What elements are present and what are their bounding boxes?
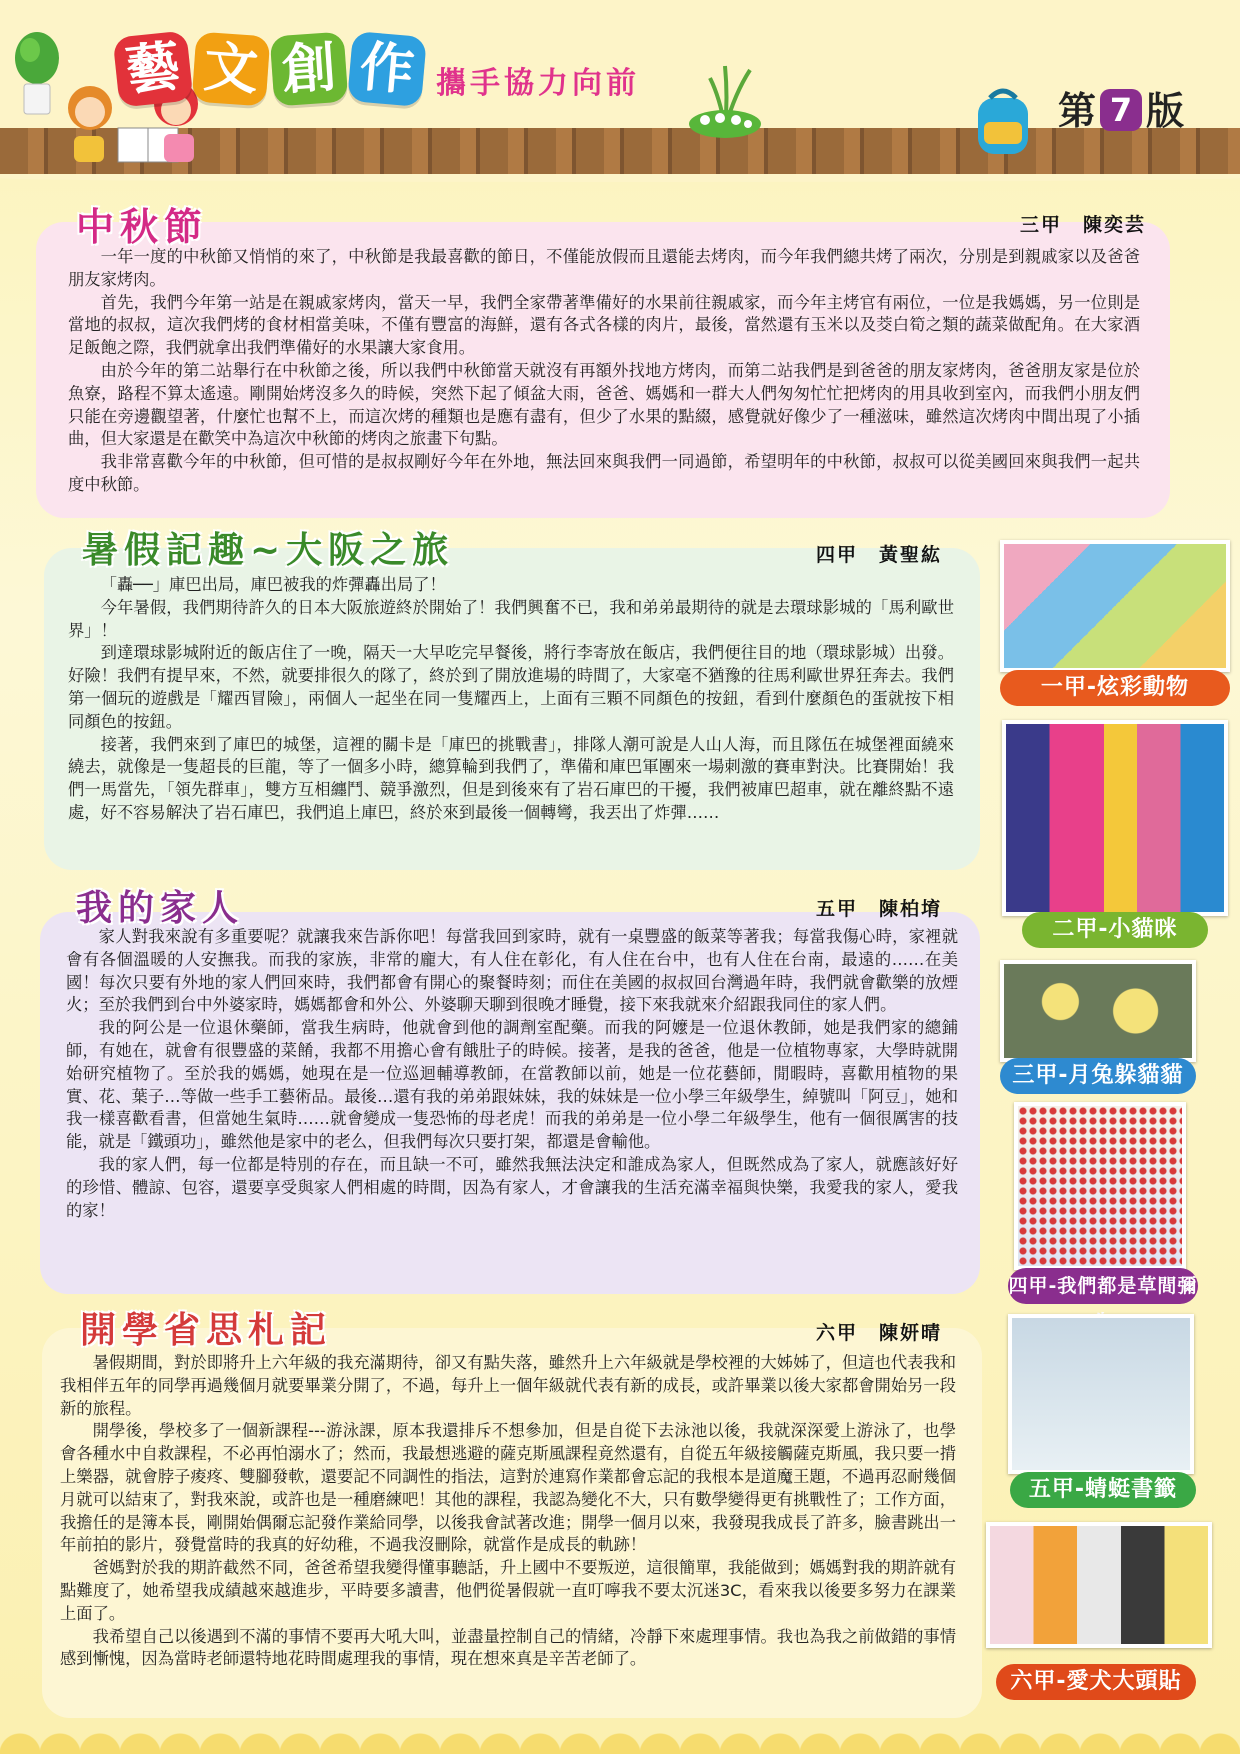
title-char-4: 作 [347, 31, 427, 107]
gallery-caption: 二甲-小貓咪 [1022, 912, 1208, 948]
paragraph: 暑假期間，對於即將升上六年級的我充滿期待，卻又有點失落，雖然升上六年級就是學校裡的大姊姊了，但這也代表我和我相伴五年的同學再過幾個月就要畢業分開了，不過，每升上一個年級就代表有新的成長，或許畢業以後大家都會開始另一段新的旅程。 [60, 1353, 956, 1418]
article-author: 五甲 陳柏堉 [816, 898, 943, 920]
paragraph: 爸媽對於我的期許截然不同，爸爸希望我變得懂事聽話，升上國中不要叛逆，這很簡單，我能做到；媽媽對我的期許就有點難度了，她希望我成績越來越進步，平時要多讀書，他們從暑假就一直叮嚀我不要太沉迷3C，看來我以後要多努力在課業上面了。 [60, 1558, 956, 1623]
gallery-caption: 四甲-我們都是草間彌 [1008, 1268, 1198, 1304]
title-char-2: 文 [192, 32, 271, 107]
artwork-photo-colorful-animals [1000, 540, 1230, 672]
paragraph: 家人對我來說有多重要呢？就讓我來告訴你吧！每當我回到家時，就有一桌豐盛的飯菜等著我；每當我傷心時，家裡就會有各個溫暖的人安撫我。而我的家族，非常的龐大，有人住在彰化，有人住在台中，也有人住在台南，最遠的……在美國！每次只要有外地的家人們回來時，我們都會有開心的聚餐時刻；而住在美國的叔叔回台灣過年時，我們就會歡樂的放煙火；至於我們到台中外婆家時，媽媽都會和外公、外婆聊天聊到很晚才睡覺，接下來我就來介紹跟我同住的家人們。 [66, 927, 958, 1015]
backpack-icon [968, 88, 1038, 158]
article-body [68, 574, 954, 825]
artwork-photo-moon-rabbit [1000, 960, 1196, 1062]
paragraph: 我的家人們，每一位都是特別的存在，而且缺一不可，雖然我無法決定和誰成為家人，但既然成為了家人，就應該好好的珍惜、體諒、包容，還要享受與家人們相處的時間，因為有家人，才會讓我的生活充滿幸福與快樂，我愛我的家人，愛我的家！ [66, 1154, 958, 1220]
issue-number: 7 [1100, 89, 1142, 131]
gallery-caption: 三甲-月兔躲貓貓 [1000, 1058, 1196, 1094]
article-body [60, 1352, 956, 1671]
paragraph: 「轟──」庫巴出局，庫巴被我的炸彈轟出局了！ [100, 575, 446, 594]
article-title: 中秋節 [76, 205, 209, 249]
paragraph: 今年暑假，我們期待許久的日本大阪旅遊終於開始了！我們興奮不已，我和弟弟最期待的就是去環球影城的「馬利歐世界」！ [68, 597, 954, 640]
issue-prefix: 第 [1058, 89, 1097, 133]
gallery-caption: 一甲-炫彩動物 [1000, 670, 1230, 706]
paragraph: 由於今年的第二站舉行在中秋節之後，所以我們中秋節當天就沒有再額外找地方烤肉，而第二站我們是到爸爸的朋友家烤肉，爸爸朋友家是位於魚寮，路程不算太遙遠。剛開始烤沒多久的時候，突然下起了傾盆大雨，爸爸、媽媽和一群大人們匆匆忙忙把烤肉的用具收到室內，而我們小朋友們只能在旁邊觀望著，什麼忙也幫不上，而這次烤的種類也是應有盡有，但少了水果的點綴，感覺就好像少了一種滋味，雖然這次烤肉中間出現了小插曲，但大家還是在歡笑中為這次中秋節的烤肉之旅畫下句點。 [68, 360, 1140, 449]
header-subtitle: 攜手協力向前 [436, 66, 640, 101]
artwork-photo-kusama-style [1014, 1102, 1186, 1270]
artwork-photo-dog-portraits [986, 1522, 1212, 1648]
paragraph: 我希望自己以後遇到不滿的事情不要再大吼大叫，並盡量控制自己的情緒，冷靜下來處理事情。我也為我之前做錯的事情感到慚愧，因為當時老師還特地花時間處理我的事情，現在想來真是辛苦老師了。 [60, 1626, 956, 1669]
article-body [66, 926, 958, 1222]
paragraph: 到達環球影城附近的飯店住了一晚，隔天一大早吃完早餐後，將行李寄放在飯店，我們便往目的地（環球影城）出發。好險！我們有提早來，不然，就要排很久的隊了，終於到了開放進場的時間了，大家毫不猶豫的往馬利歐世界狂奔去。我們第一個玩的遊戲是「耀西冒險」，兩個人一起坐在同一隻耀西上，上面有三顆不同顏色的按鈕，看到什麼顏色的蛋就按下相同顏色的按鈕。 [68, 643, 954, 731]
article-author: 四甲 黃聖紘 [816, 544, 943, 566]
paragraph: 我的阿公是一位退休藥師，當我生病時，他就會到他的調劑室配藥。而我的阿嬤是一位退休教師，她是我們家的總鋪師，有她在，就會有很豐盛的菜餚，我都不用擔心會有餓肚子的時候。接著，是我的爸爸，他是一位植物專家，大學時就開始研究植物了。至於我的媽媽，她現在是一位巡迴輔導教師，在當教師以前，她是一位花藝師，閒暇時，喜歡用植物的果實、花、葉子…等做一些手工藝術品。最後…還有我的弟弟跟妹妹，我的妹妹是一位小學三年級學生，綽號叫「阿豆」，她和我一樣喜歡看書，但當她生氣時……就會變成一隻恐怖的母老虎！而我的弟弟是一位小學二年級學生，他有一個很厲害的技能，就是「鐵頭功」，雖然他是家中的老么，但我們每次只要打架，都還是會輸他。 [66, 1018, 958, 1152]
paragraph: 首先，我們今年第一站是在親戚家烤肉，當天一早，我們全家帶著準備好的水果前往親戚家，而今年主烤官有兩位，一位是我媽媽，另一位則是當地的叔叔，這次我們烤的食材相當美味，不僅有豐富的海鮮，還有各式各樣的肉片，最後，當然還有玉米以及茭白筍之類的蔬菜做配角。在大家酒足飯飽之際，我們就拿出我們準備好的水果讓大家食用。 [68, 292, 1140, 358]
title-char-3: 創 [270, 32, 349, 107]
paragraph: 一年一度的中秋節又悄悄的來了，中秋節是我最喜歡的節日，不僅能放假而且還能去烤肉，而今年我們總共烤了兩次，分別是到親戚家以及爸爸朋友家烤肉。 [68, 247, 1140, 289]
bottom-decorative-border [0, 1714, 1240, 1754]
gallery-caption: 五甲-蜻蜓書籤 [1010, 1472, 1196, 1508]
artwork-photo-dragonfly-bookmarks [1008, 1314, 1194, 1474]
issue-number-label [1058, 80, 1184, 135]
paragraph: 開學後，學校多了一個新課程---游泳課，原本我還排斥不想參加，但是自從下去泳池以後，我就深深愛上游泳了，也學會各種水中自救課程，不必再怕溺水了；然而，我最想逃避的薩克斯風課程竟然還有，自從五年級接觸薩克斯風，我只要一揹上樂器，就會脖子痠疼、雙腳發軟，還要記不同調性的指法，這對於連寫作業都會忘記的我根本是道魔王題，不過再忍耐幾個月就可以結束了，對我來說，或許也是一種磨練吧！其他的課程，我認為變化不大，只有數學變得更有挑戰性了；工作方面，我擔任的是簿本長，剛開始偶爾忘記發作業給同學，以後我會試著改進；開學一個月以來，我發現我成長了許多，臉書跳出一年前拍的影片，發覺當時的我真的好幼稚，不過我沒刪除，就當作是成長的軌跡！ [60, 1421, 956, 1555]
gallery-caption: 六甲-愛犬大頭貼 [996, 1664, 1196, 1700]
flower-bush-icon [680, 58, 770, 138]
paragraph: 接著，我們來到了庫巴的城堡，這裡的關卡是「庫巴的挑戰書」，排隊人潮可說是人山人海，而且隊伍在城堡裡面繞來繞去，就像是一隻超長的巨龍，等了一個多小時，總算輪到我們了，準備和庫巴軍團來一場刺激的賽車對決。比賽開始！我們一馬當先，「領先群車」，雙方互相纏鬥、競爭激烈，但是到後來有了岩石庫巴的干擾，我們被庫巴超車，就在離終點不遠處，好不容易解決了岩石庫巴，我們追上庫巴，終於來到最後一個轉彎，我丟出了炸彈…… [68, 734, 954, 822]
artwork-photo-kittens [1002, 720, 1228, 916]
issue-suffix: 版 [1146, 89, 1185, 133]
title-char-1: 藝 [113, 30, 194, 107]
paragraph: 我非常喜歡今年的中秋節，但可惜的是叔叔剛好今年在外地，無法回來與我們一同過節，希望明年的中秋節，叔叔可以從美國回來與我們一起共度中秋節。 [68, 452, 1140, 494]
article-title: 我的家人 [76, 888, 245, 929]
article-title: 開學省思札記 [80, 1310, 333, 1351]
article-author: 六甲 陳妍晴 [816, 1322, 943, 1344]
article-author: 三甲 陳奕芸 [1020, 214, 1147, 236]
article-body [68, 246, 1140, 497]
article-title: 暑假記趣~大阪之旅 [82, 530, 455, 571]
